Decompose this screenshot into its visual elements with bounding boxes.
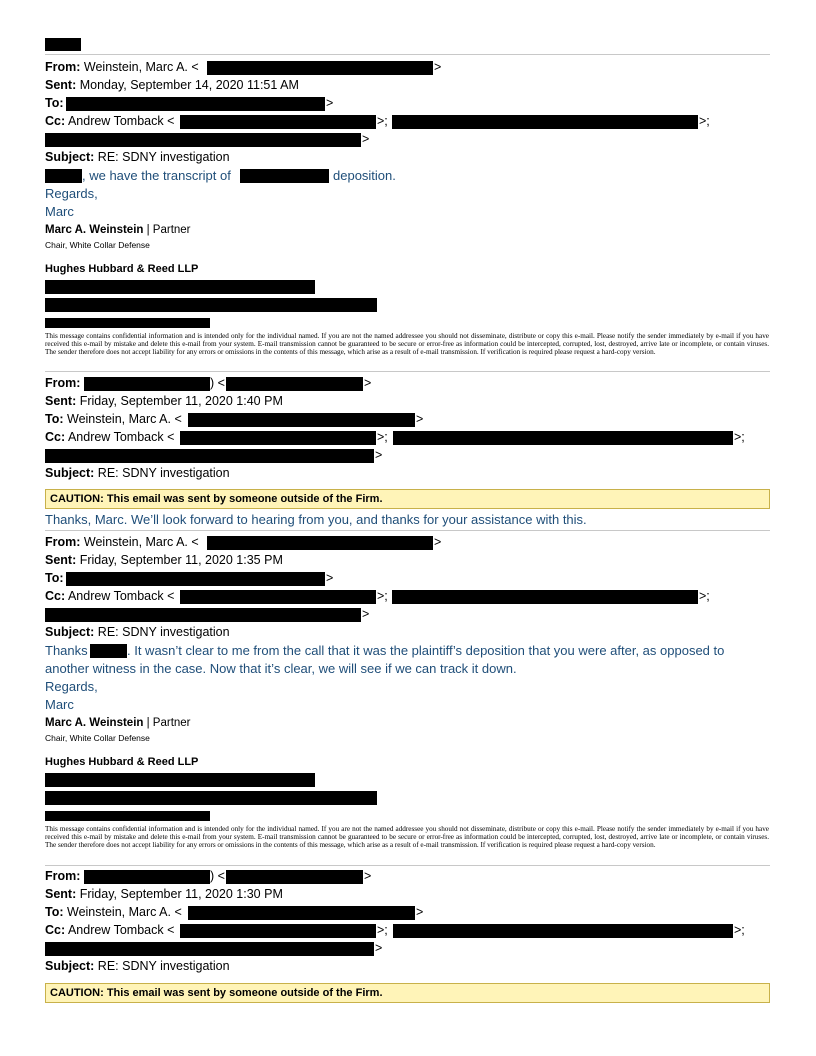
sent-value: Friday, September 11, 2020 1:40 PM [79,394,283,408]
redaction-block [45,773,315,787]
firm-name: Hughes Hubbard & Reed LLP [45,756,199,768]
redaction-block [180,115,376,129]
sent-value: Monday, September 14, 2020 11:51 AM [79,78,299,92]
body-text: . It wasn’t clear to me from the call that it was the plaintiff’s deposition that you were after, as opposed to [127,643,725,658]
cc-name: Andrew Tomback < [67,923,175,937]
from-name: Weinstein, Marc A. < [83,535,199,549]
caution-text: CAUTION: This email was sent by someone outside of the Firm. [50,987,383,999]
from-label: From: [45,60,81,74]
separator: >; [377,923,388,937]
redaction-block [393,924,733,938]
body-text: , we have the transcript of [82,168,231,183]
cc-label: Cc: [45,430,66,444]
bracket: > [375,941,383,955]
redaction-block [188,413,415,427]
to-label: To: [45,96,64,110]
subject-value: RE: SDNY investigation [97,959,230,973]
redaction-block [45,449,374,463]
redaction-block [45,298,377,312]
subject-value: RE: SDNY investigation [97,625,230,639]
subject-label: Subject: [45,466,95,480]
caution-banner [45,489,770,509]
redaction-block [45,38,81,51]
signature-title: Chair, White Collar Defense [45,733,150,743]
redaction-block [180,924,376,938]
redaction-block [45,791,377,805]
bracket: > [375,448,383,462]
bracket: > [434,535,442,549]
body-text: Thanks [45,643,88,658]
signature-title: Chair, White Collar Defense [45,240,150,250]
separator: >; [699,589,710,603]
subject-value: RE: SDNY investigation [97,150,230,164]
sent-label: Sent: [45,553,77,567]
redaction-block [392,590,698,604]
redaction-block [393,431,733,445]
redaction-block [207,536,433,550]
bracket: > [364,376,372,390]
bracket: > [416,905,424,919]
body-text: another witness in the case. Now that it’s clear, we will see if we can track it down. [45,661,517,676]
from-label: From: [45,535,81,549]
firm-name: Hughes Hubbard & Reed LLP [45,263,199,275]
redaction-block [90,644,127,658]
from-label: From: [45,869,81,883]
redaction-block [240,169,329,183]
subject-label: Subject: [45,150,95,164]
signoff-text: Marc [45,697,74,712]
to-label: To: [45,571,64,585]
bracket: ) < [210,376,225,390]
cc-label: Cc: [45,114,66,128]
to-label: To: [45,412,64,426]
redaction-block [84,377,210,391]
bracket: > [362,607,370,621]
signature-name: Marc A. Weinstein [45,717,144,729]
divider [45,865,770,866]
redaction-block [207,61,433,75]
redaction-block [45,169,82,183]
to-name: Weinstein, Marc A. < [67,412,182,426]
redaction-block [45,942,374,956]
body-text: deposition. [333,168,396,183]
bracket: > [362,132,370,146]
redaction-block [45,133,361,147]
disclaimer-text: This message contains confidential information and is intended only for the individual named. If you are not the named addressee you should not disseminate, distribute or copy this e-mail. Please notify the sender immediately by e-mail if you have received this e-mail by mistake and delete this e-mail from your system. E-mail transmission cannot be guaranteed to be secure or error-free as information could be intercepted, corrupted, lost, destroyed, arrive late or incomplete, or contain viruses. The sender therefore does not accept liability for any errors or omissions in the contents of this message, which arise as a result of e-mail transmission. If verification is required please request a hard-copy version. [45,332,769,357]
from-name: Weinstein, Marc A. < [83,60,199,74]
to-name: Weinstein, Marc A. < [67,905,182,919]
redaction-block [180,431,376,445]
redaction-block [45,318,210,328]
redaction-block [392,115,698,129]
redaction-block [226,870,363,884]
redaction-block [45,811,210,821]
signature-role: | Partner [143,224,191,236]
disclaimer-text: This message contains confidential information and is intended only for the individual named. If you are not the named addressee you should not disseminate, distribute or copy this e-mail. Please notify the sender immediately by e-mail if you have received this e-mail by mistake and delete this e-mail from your system. E-mail transmission cannot be guaranteed to be secure or error-free as information could be intercepted, corrupted, lost, destroyed, arrive late or incomplete, or contain viruses. The sender therefore does not accept liability for any errors or omissions in the contents of this message, which arise as a result of e-mail transmission. If verification is required please request a hard-copy version. [45,825,769,850]
subject-label: Subject: [45,625,95,639]
signature-name: Marc A. Weinstein [45,224,144,236]
cc-name: Andrew Tomback < [67,589,175,603]
separator: >; [734,430,745,444]
sent-label: Sent: [45,394,77,408]
redaction-block [45,608,361,622]
redaction-block [188,906,415,920]
caution-text: CAUTION: This email was sent by someone outside of the Firm. [50,493,383,505]
divider [45,371,770,372]
sent-label: Sent: [45,78,77,92]
bracket: > [326,571,334,585]
bracket: ) < [210,869,225,883]
from-label: From: [45,376,81,390]
body-text: Thanks, Marc. We’ll look forward to hearing from you, and thanks for your assistance with this. [45,512,587,527]
bracket: > [364,869,372,883]
separator: >; [377,589,388,603]
redaction-block [180,590,376,604]
redaction-block [226,377,363,391]
separator: >; [377,114,388,128]
subject-value: RE: SDNY investigation [97,466,230,480]
separator: >; [734,923,745,937]
sent-label: Sent: [45,887,77,901]
separator: >; [377,430,388,444]
cc-name: Andrew Tomback < [67,114,175,128]
sent-value: Friday, September 11, 2020 1:35 PM [79,553,283,567]
separator: >; [699,114,710,128]
caution-banner [45,983,770,1003]
redaction-block [66,572,325,586]
bracket: > [326,96,334,110]
to-label: To: [45,905,64,919]
subject-label: Subject: [45,959,95,973]
sent-value: Friday, September 11, 2020 1:30 PM [79,887,283,901]
cc-name: Andrew Tomback < [67,430,175,444]
cc-label: Cc: [45,589,66,603]
divider [45,54,770,55]
bracket: > [416,412,424,426]
bracket: > [434,60,442,74]
regards-text: Regards, [45,679,98,694]
signoff-text: Marc [45,204,74,219]
redaction-block [45,280,315,294]
redaction-block [66,97,325,111]
redaction-block [84,870,210,884]
divider [45,530,770,531]
signature-role: | Partner [143,717,191,729]
cc-label: Cc: [45,923,66,937]
regards-text: Regards, [45,186,98,201]
